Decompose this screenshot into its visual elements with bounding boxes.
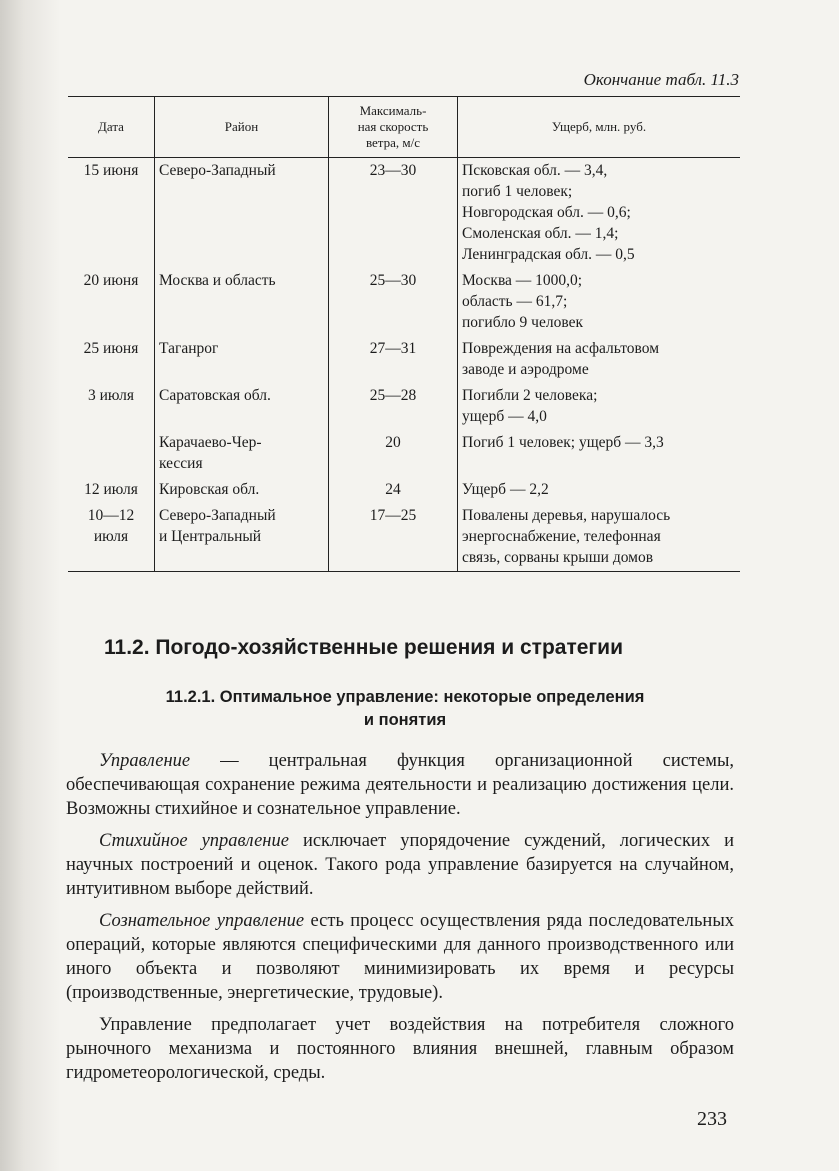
- cell-damage: Псковская обл. — 3,4, погиб 1 человек; Новгородская обл. — 0,6; Смоленская обл. — 1,4; Ленинградская обл. — 0,5: [458, 158, 741, 269]
- paragraph: [66, 1013, 734, 1085]
- cell-damage: Повалены деревья, нарушалось энергоснабжение, телефонная связь, сорваны крыши домов: [458, 503, 741, 572]
- paragraph: [66, 829, 734, 901]
- cell-region: Карачаево-Чер- кессия: [155, 430, 329, 477]
- paragraph: [66, 909, 734, 1005]
- cell-region: Северо-Западный и Центральный: [155, 503, 329, 572]
- cell-region: Кировская обл.: [155, 477, 329, 503]
- paragraph-text: — центральная функция организационной системы, обеспечивающая сохранение режима деятельности и реализацию достижения цели. Возможны стихийное и сознательное управление.: [66, 751, 734, 819]
- cell-damage: Повреждения на асфальтовом заводе и аэродроме: [458, 336, 741, 383]
- table-header-row: [68, 97, 740, 158]
- table-row: [68, 383, 740, 430]
- cell-date: 25 июня: [83, 340, 139, 357]
- cell-date: 12 июля: [84, 481, 138, 498]
- table-row: [68, 503, 740, 572]
- table-row: [68, 158, 740, 269]
- cell-wind-speed: 20: [329, 430, 458, 477]
- cell-damage: Ущерб — 2,2: [458, 477, 741, 503]
- cell-wind-speed: 24: [329, 477, 458, 503]
- cell-wind-speed: 25—28: [329, 383, 458, 430]
- paragraph-text: Управление предполагает учет воздействия на потребителя сложного рыночного механизма и постоянного влияния внешней, главным образом гидрометеорологической, среды.: [66, 1015, 734, 1083]
- cell-wind-speed: 23—30: [329, 158, 458, 269]
- column-header-wind-speed: Максималь- ная скорость ветра, м/с: [329, 97, 458, 158]
- paragraph: [66, 749, 734, 821]
- subsection-heading: 11.2.1. Оптимальное управление: некоторые определения и понятия: [165, 688, 645, 729]
- cell-region: Москва и область: [155, 268, 329, 336]
- cell-wind-speed: 17—25: [329, 503, 458, 572]
- page-number: 233: [697, 1108, 727, 1130]
- cell-wind-speed: 27—31: [329, 336, 458, 383]
- cell-region: Таганрог: [155, 336, 329, 383]
- defined-term: Сознательное управление: [99, 911, 305, 931]
- section-heading: 11.2. Погодо-хозяйственные решения и стратегии: [104, 636, 623, 659]
- paragraph-text: исключает упорядочение суждений, логических и научных построений и оценок. Такого рода управление базируется на случайном, интуитивном выборе действий.: [66, 831, 734, 899]
- cell-date: 3 июля: [88, 387, 134, 404]
- body-text: [66, 749, 734, 1093]
- cell-date: 10—12 июля: [87, 507, 135, 545]
- column-header-damage: Ущерб, млн. руб.: [458, 97, 741, 158]
- cell-date: [68, 430, 155, 477]
- table-continuation-caption: Окончание табл. 11.3: [583, 70, 739, 89]
- table-row: [68, 268, 740, 336]
- cell-date: 20 июня: [83, 272, 139, 289]
- cell-damage: Погиб 1 человек; ущерб — 3,3: [458, 430, 741, 477]
- table-row: [68, 336, 740, 383]
- column-header-region: Район: [155, 97, 329, 158]
- paragraph-text: есть процесс осуществления ряда последовательных операций, которые являются специфическими для данного производственного или иного объекта и позволяют минимизировать их время и ресурсы (производственные, энергетические, трудовые).: [66, 911, 734, 1003]
- cell-date: 15 июня: [83, 162, 139, 179]
- binding-shadow: [0, 0, 60, 1171]
- cell-region: Саратовская обл.: [155, 383, 329, 430]
- cell-damage: Погибли 2 человека; ущерб — 4,0: [458, 383, 741, 430]
- cell-region: Северо-Западный: [155, 158, 329, 269]
- defined-term: Управление: [99, 751, 191, 771]
- cell-damage: Москва — 1000,0; область — 61,7; погибло 9 человек: [458, 268, 741, 336]
- column-header-date: Дата: [68, 97, 155, 158]
- defined-term: Стихийное управление: [99, 831, 289, 851]
- storm-damage-table: [68, 96, 740, 572]
- table-row: [68, 477, 740, 503]
- table-row: [68, 430, 740, 477]
- cell-wind-speed: 25—30: [329, 268, 458, 336]
